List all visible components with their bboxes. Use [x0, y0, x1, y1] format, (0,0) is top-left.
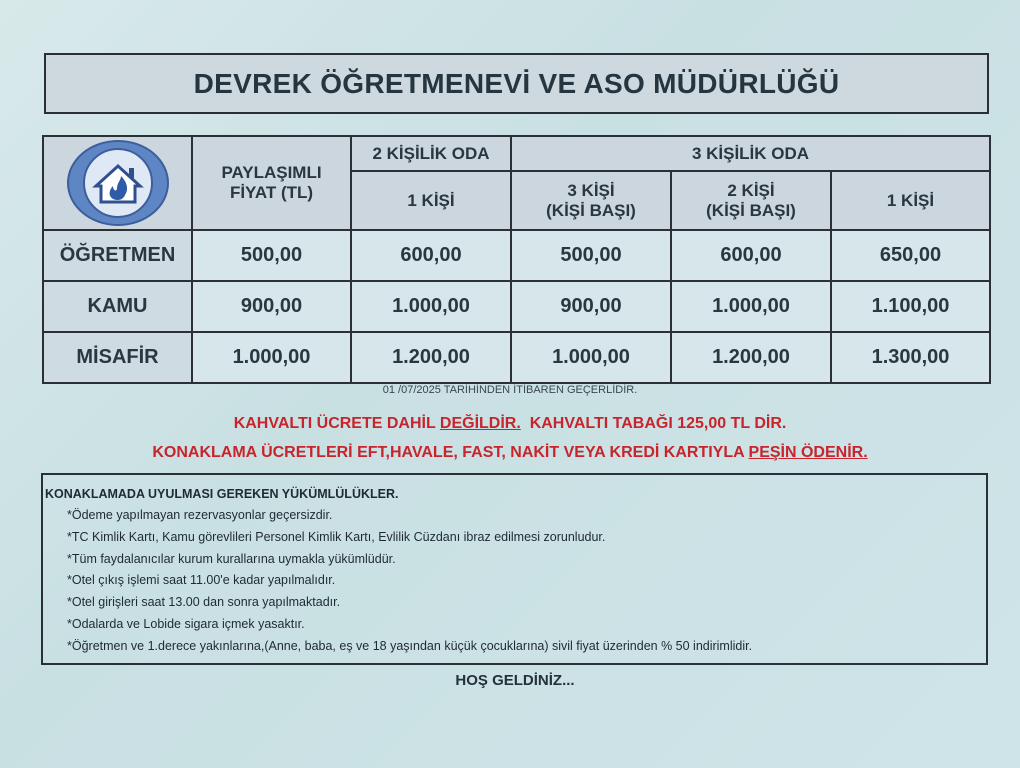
room2-1-person-header: 1 KİŞİ	[351, 171, 511, 230]
logo-cell	[43, 136, 192, 230]
rules-title: KONAKLAMADA UYULMASI GEREKEN YÜKÜMLÜLÜKLER.	[45, 487, 399, 501]
breakfast-notice-part1: KAHVALTI ÜCRETE DAHİL	[233, 415, 440, 432]
room3-2-person-line2: (KİŞİ BAŞI)	[706, 200, 796, 220]
rule-item: *Odalarda ve Lobide sigara içmek yasaktır.	[67, 616, 305, 631]
breakfast-notice	[0, 415, 1020, 433]
breakfast-notice-emphasis: DEĞİLDİR.	[439, 415, 521, 432]
room3-2-person-line1: 2 KİŞİ	[727, 180, 775, 200]
row-label-teacher: ÖĞRETMEN	[43, 230, 192, 281]
page-title: DEVREK ÖĞRETMENEVİ VE ASO MÜDÜRLÜĞÜ	[44, 53, 989, 114]
price-cell: 600,00	[671, 230, 831, 281]
price-cell: 600,00	[351, 230, 511, 281]
room3-2-person-header	[671, 171, 831, 230]
room3-1-person-header: 1 KİŞİ	[831, 171, 990, 230]
shared-price-header: PAYLAŞIMLI FİYAT (TL)	[192, 136, 351, 230]
price-cell: 1.000,00	[671, 281, 831, 332]
price-cell: 1.000,00	[351, 281, 511, 332]
price-cell: 1.000,00	[511, 332, 671, 383]
price-cell: 1.300,00	[831, 332, 990, 383]
rule-item: *Öğretmen ve 1.derece yakınlarına,(Anne, baba, eş ve 18 yaşından küçük çocuklarına) sivil fiyat üzerinden % 50 indirimlidir.	[67, 638, 753, 653]
rule-item: *TC Kimlik Kartı, Kamu görevlileri Personel Kimlik Kartı, Evlilik Cüzdanı ibraz edilmesi zorunludur.	[67, 529, 606, 544]
row-label-public: KAMU	[43, 281, 192, 332]
room3-3-person-line1: 3 KİŞİ	[567, 180, 615, 200]
room3-3-person-line2: (KİŞİ BAŞI)	[546, 200, 636, 220]
price-cell: 500,00	[192, 230, 351, 281]
payment-notice-part1: KONAKLAMA ÜCRETLERİ EFT,HAVALE, FAST, NAKİT VEYA KREDİ KARTIYLA	[152, 444, 749, 461]
price-cell: 650,00	[831, 230, 990, 281]
table-row	[43, 332, 990, 383]
price-cell: 1.100,00	[831, 281, 990, 332]
room3-3-person-header	[511, 171, 671, 230]
welcome-text: HOŞ GELDİNİZ...	[455, 672, 575, 689]
price-cell: 1.200,00	[671, 332, 831, 383]
price-cell: 900,00	[511, 281, 671, 332]
table-row	[43, 281, 990, 332]
table-row	[43, 230, 990, 281]
rule-item: *Ödeme yapılmayan rezervasyonlar geçersizdir.	[67, 508, 333, 522]
price-cell: 1.000,00	[192, 332, 351, 383]
row-label-guest: MİSAFİR	[43, 332, 192, 383]
breakfast-notice-part2: KAHVALTI TABAĞI 125,00 TL DİR.	[520, 415, 787, 432]
rules-box	[41, 473, 988, 665]
price-cell: 500,00	[511, 230, 671, 281]
validity-note: 01 /07/2025 TARİHİNDEN İTİBAREN GEÇERLİDİR.	[382, 384, 638, 396]
payment-notice	[0, 444, 1020, 462]
rule-item: *Otel çıkış işlemi saat 11.00'e kadar yapılmalıdır.	[67, 573, 336, 588]
room3-header: 3 KİŞİLİK ODA	[511, 136, 990, 171]
room2-header: 2 KİŞİLİK ODA	[351, 136, 511, 171]
price-cell: 1.200,00	[351, 332, 511, 383]
meb-logo	[67, 140, 169, 226]
payment-notice-emphasis: PEŞİN ÖDENİR.	[748, 444, 868, 461]
price-table	[42, 135, 991, 384]
rule-item: *Otel girişleri saat 13.00 dan sonra yapılmaktadır.	[67, 595, 341, 610]
price-cell: 900,00	[192, 281, 351, 332]
rule-item: *Tüm faydalanıcılar kurum kurallarına uymakla yükümlüdür.	[67, 551, 396, 566]
